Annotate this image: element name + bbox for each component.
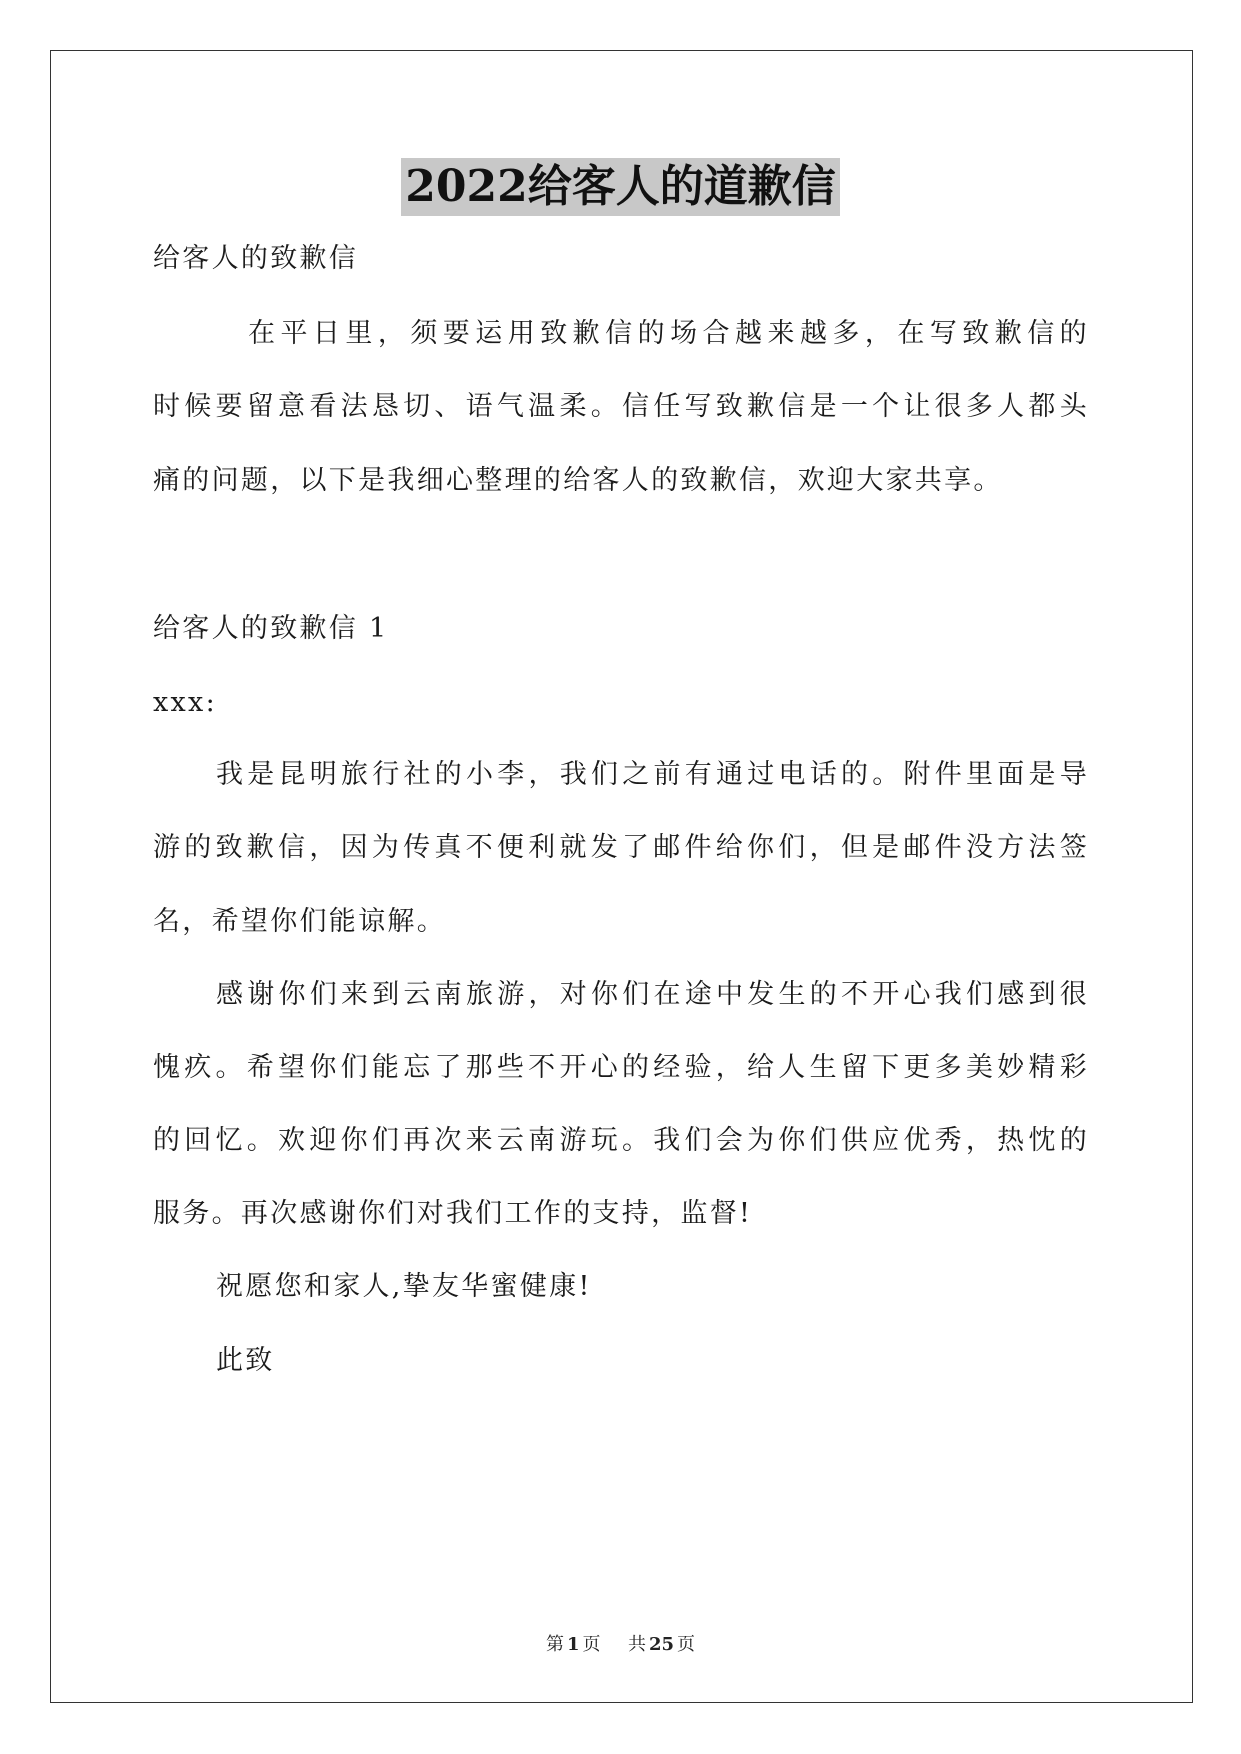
total-prefix: 共	[627, 1634, 646, 1655]
page-border	[50, 50, 1193, 1703]
section-heading: 给客人的致歉信	[153, 243, 359, 274]
paragraph-line: 在平日里，须要运用致歉信的场合越来越多，在写致歉信的	[248, 318, 1089, 349]
page-prefix: 第	[545, 1634, 564, 1655]
document-title: 2022给客人的道歉信	[401, 158, 839, 216]
paragraph-line: 时候要留意看法恳切、语气温柔。信任写致歉信是一个让很多人都头	[153, 391, 1089, 422]
total-pages: 25	[648, 1634, 675, 1655]
paragraph-line: 愧疚。希望你们能忘了那些不开心的经验，给人生留下更多美妙精彩	[153, 1052, 1089, 1083]
closing-wish: 祝愿您和家人,挚友华蜜健康!	[216, 1271, 592, 1302]
title-container	[0, 158, 1241, 216]
section-heading: 给客人的致歉信 1	[153, 613, 389, 644]
page-suffix: 页	[582, 1634, 601, 1655]
paragraph-line: 感谢你们来到云南旅游，对你们在途中发生的不开心我们感到很	[216, 979, 1089, 1010]
closing-phrase: 此致	[216, 1345, 275, 1376]
paragraph-line: 的回忆。欢迎你们再次来云南游玩。我们会为你们供应优秀，热忱的	[153, 1125, 1089, 1156]
salutation: xxx:	[153, 687, 217, 718]
page-number: 1	[566, 1634, 580, 1655]
paragraph-line: 服务。再次感谢你们对我们工作的支持，监督!	[153, 1198, 753, 1229]
paragraph-line: 痛的问题，以下是我细心整理的给客人的致歉信，欢迎大家共享。	[153, 465, 1003, 496]
total-suffix: 页	[677, 1634, 696, 1655]
paragraph-line: 游的致歉信，因为传真不便利就发了邮件给你们，但是邮件没方法签	[153, 832, 1089, 863]
paragraph-line: 我是昆明旅行社的小李，我们之前有通过电话的。附件里面是导	[216, 759, 1089, 790]
page-footer	[0, 1630, 1241, 1656]
paragraph-line: 名，希望你们能谅解。	[153, 906, 446, 937]
